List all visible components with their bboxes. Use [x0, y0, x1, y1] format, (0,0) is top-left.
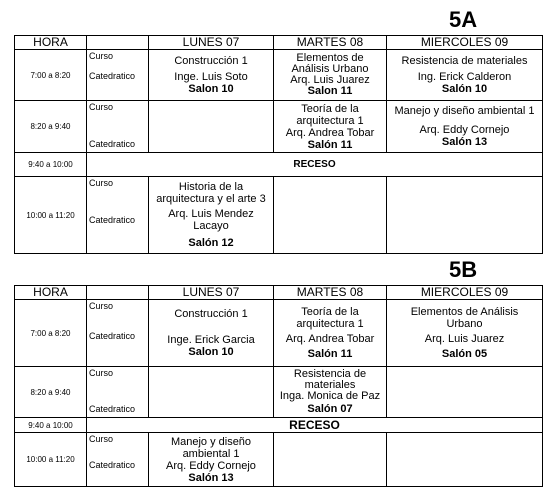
room-name: Salón 11 [307, 138, 353, 151]
curso-label: Curso [89, 434, 114, 444]
class-cell [274, 177, 387, 254]
course-name: arquitectura 1 [296, 318, 364, 330]
day-header: MIERCOLES 09 [387, 286, 543, 300]
course-name: Manejo y diseño [170, 435, 252, 448]
class-cell [149, 367, 274, 418]
schedule-table-5a [14, 35, 543, 254]
label-header [87, 286, 149, 300]
class-cell [387, 433, 543, 487]
label-cell [87, 50, 149, 101]
day-header: MARTES 08 [274, 36, 387, 50]
table-row [15, 367, 543, 418]
course-name: materiales [304, 379, 356, 391]
group-title-5a: 5A [449, 7, 478, 32]
room-name: Salon 10 [188, 83, 234, 95]
course-name: Historia de la [178, 181, 244, 193]
time-cell: 9:40 a 10:00 [15, 153, 87, 177]
label-cell [87, 300, 149, 367]
teacher-name: Arq. Andrea Tobar [285, 333, 375, 345]
course-name: Resistencia de [293, 368, 367, 380]
room-name: Salón 13 [441, 136, 488, 148]
room-name: Salón 12 [188, 237, 234, 249]
teacher-name: Ing. Erick Calderon [417, 71, 512, 83]
receso-cell: RECESO [87, 418, 543, 433]
table-row [15, 433, 543, 487]
curso-label: Curso [89, 178, 114, 188]
class-cell [387, 101, 543, 153]
class-cell [149, 177, 274, 254]
receso-cell: RECESO [87, 153, 543, 177]
catedratico-label: Catedratico [89, 139, 136, 149]
course-name: Urbano [446, 318, 483, 330]
class-cell [387, 50, 543, 101]
label-header [87, 36, 149, 50]
time-cell: 7:00 a 8:20 [15, 50, 87, 101]
room-name: Salón 07 [307, 403, 353, 415]
teacher-name: Arq. Eddy Cornejo [419, 124, 510, 136]
teacher-name: Inge. Luis Soto [174, 71, 248, 83]
curso-label: Curso [89, 102, 114, 112]
label-cell [87, 101, 149, 153]
table-row [15, 300, 543, 367]
time-cell: 8:20 a 9:40 [15, 367, 87, 418]
course-name: Teoría de la [301, 306, 359, 318]
catedratico-label: Catedratico [89, 215, 136, 225]
time-cell: 9:40 a 10:00 [15, 418, 87, 433]
teacher-name: Inga. Monica de Paz [279, 390, 381, 402]
label-cell [87, 433, 149, 487]
time-cell: 8:20 a 9:40 [15, 101, 87, 153]
schedule-table-5b [14, 285, 543, 487]
course-name: Elementos de Análisis [410, 306, 519, 318]
course-name: Resistencia de materiales [401, 55, 528, 67]
catedratico-label: Catedratico [89, 404, 136, 414]
header-row [15, 286, 543, 300]
day-header: LUNES 07 [149, 286, 274, 300]
table-row [15, 177, 543, 254]
class-cell [387, 177, 543, 254]
room-name: Salón 10 [441, 83, 488, 95]
room-name: Salon 11 [307, 85, 353, 97]
room-name: Salón 13 [188, 471, 234, 484]
teacher-name: Arq. Andrea Tobar [285, 126, 375, 139]
teacher-name: Arq. Eddy Cornejo [166, 459, 256, 472]
header-row [15, 36, 543, 50]
hora-header: HORA [15, 36, 87, 50]
course-name: Análisis Urbano [291, 63, 369, 75]
teacher-name: Inge. Erick Garcia [167, 334, 255, 346]
class-cell [387, 300, 543, 367]
teacher-name: Lacayo [193, 220, 229, 232]
room-name: Salón 05 [441, 348, 488, 360]
table-row [15, 153, 543, 177]
class-cell [149, 101, 274, 153]
course-name: ambiental 1 [182, 447, 240, 460]
teacher-name: Arq. Luis Juarez [424, 333, 505, 345]
class-cell [274, 50, 387, 101]
time-cell: 10:00 a 11:20 [15, 433, 87, 487]
group-title-5b: 5B [449, 257, 478, 282]
teacher-name: Arq. Luis Juarez [290, 74, 370, 86]
class-cell [149, 300, 274, 367]
course-name: Teoría de la [301, 102, 359, 115]
class-cell [149, 433, 274, 487]
course-name: arquitectura y el arte 3 [156, 193, 266, 205]
table-row [15, 50, 543, 101]
class-cell [274, 300, 387, 367]
day-header: LUNES 07 [149, 36, 274, 50]
room-name: Salón 11 [307, 348, 353, 360]
course-name: arquitectura 1 [296, 114, 364, 127]
class-cell [274, 367, 387, 418]
time-cell: 10:00 a 11:20 [15, 177, 87, 254]
time-cell: 7:00 a 8:20 [15, 300, 87, 367]
class-cell [274, 101, 387, 153]
label-cell [87, 177, 149, 254]
catedratico-label: Catedratico [89, 331, 136, 341]
room-name: Salon 10 [188, 346, 234, 358]
class-cell [274, 433, 387, 487]
day-header: MIERCOLES 09 [387, 36, 543, 50]
curso-label: Curso [89, 368, 114, 378]
class-cell [149, 50, 274, 101]
table-row [15, 418, 543, 433]
class-cell [387, 367, 543, 418]
course-name: Manejo y diseño ambiental 1 [394, 105, 535, 117]
hora-header: HORA [15, 286, 87, 300]
course-name: Elementos de [296, 52, 364, 64]
course-name: Construcción 1 [174, 308, 248, 320]
label-cell [87, 367, 149, 418]
teacher-name: Arq. Luis Mendez [168, 208, 254, 220]
catedratico-label: Catedratico [89, 460, 136, 470]
curso-label: Curso [89, 301, 114, 311]
curso-label: Curso [89, 51, 114, 61]
day-header: MARTES 08 [274, 286, 387, 300]
course-name: Construcción 1 [174, 55, 248, 67]
table-row [15, 101, 543, 153]
catedratico-label: Catedratico [89, 71, 136, 81]
